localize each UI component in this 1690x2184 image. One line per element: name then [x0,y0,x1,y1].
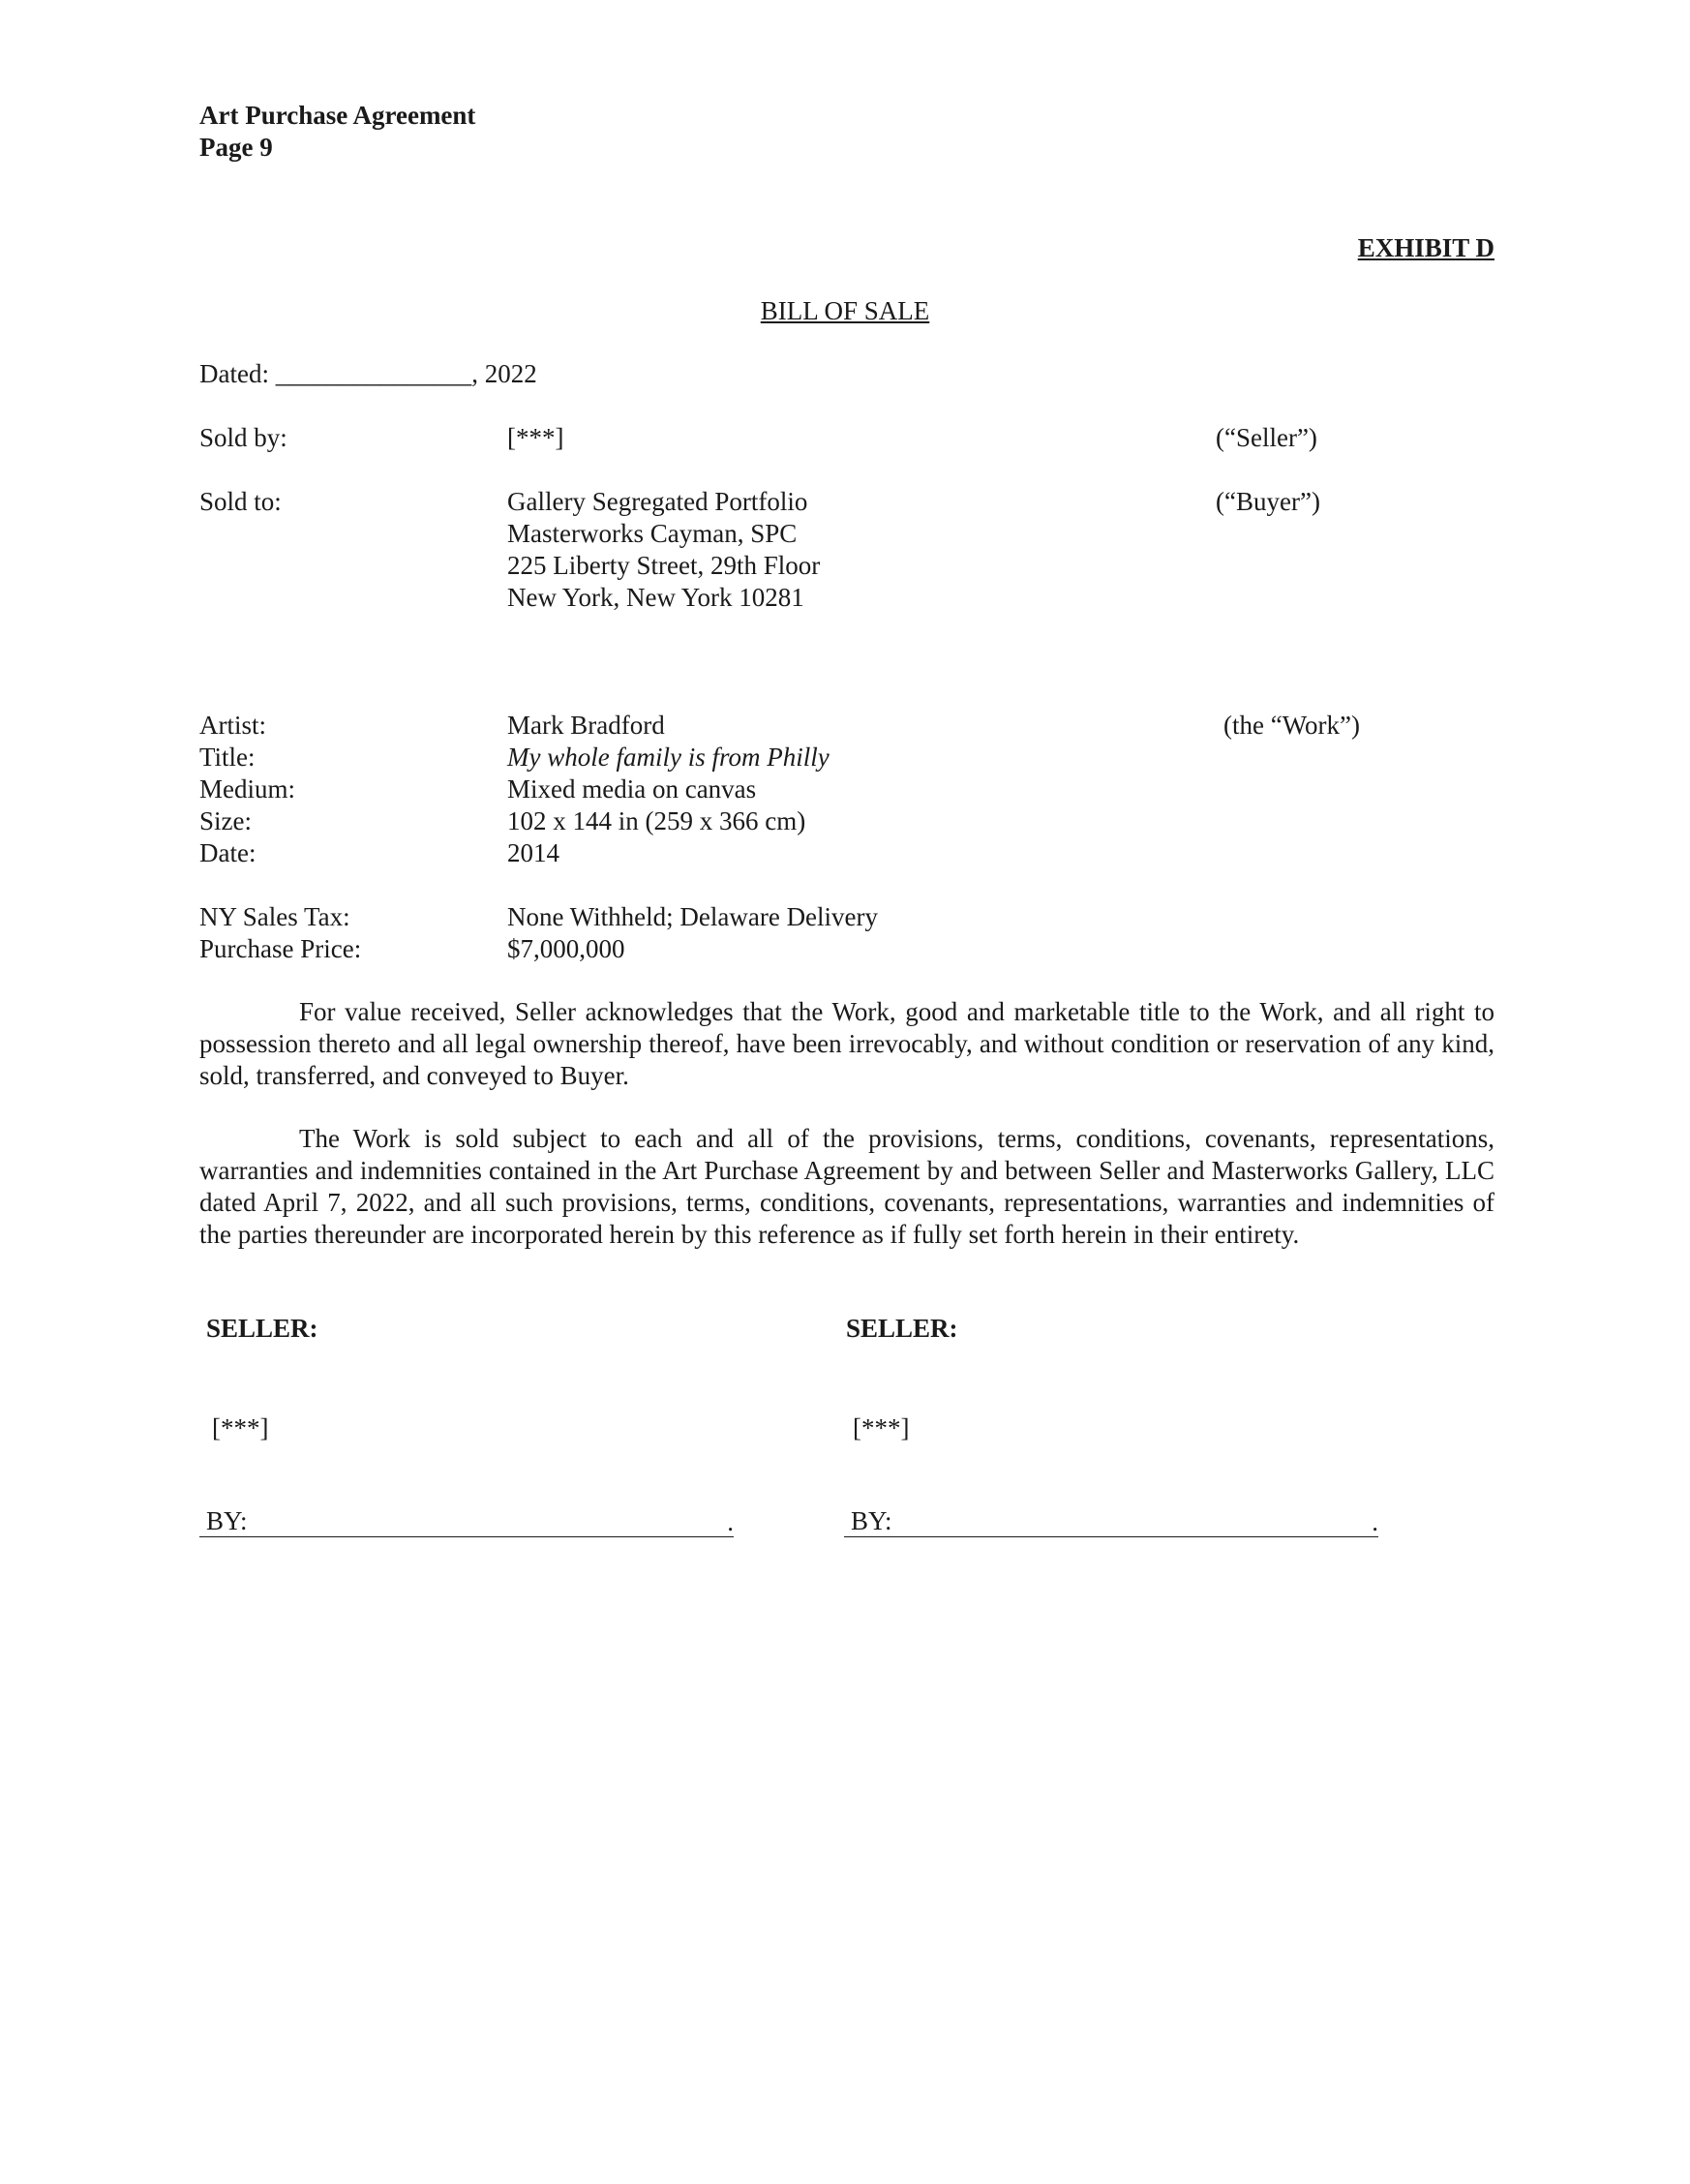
dated-label: Dated: [199,359,269,388]
paragraph-text: For value received, Seller acknowledges that the Work, good and marketable title to the Work, and all right to possession thereto and all legal ownership thereof, have been irrevocably, and without condition or reservation of any kind, sold, transferred, and conveyed to Buyer. [199,997,1494,1090]
dated-year: , 2022 [471,359,537,388]
signature-heading-left: SELLER: [206,1314,318,1343]
sold-to-label: Sold to: [199,487,282,516]
by-label: BY: [851,1506,892,1535]
by-label: BY: [206,1506,248,1535]
signature-party-right: [***] [853,1413,910,1442]
address-line: Masterworks Cayman, SPC [507,519,798,548]
page-number: Page 9 [199,133,273,162]
date-label: Date: [199,838,257,867]
bill-of-sale-title: BILL OF SALE [760,296,930,325]
medium-value: Mixed media on canvas [507,774,757,804]
exhibit-label: EXHIBIT D [1357,233,1494,262]
document-title: Art Purchase Agreement [199,101,476,130]
date-value: 2014 [507,838,559,867]
title-value: My whole family is from Philly [507,743,830,772]
price-label: Purchase Price: [199,934,362,963]
address-line: Gallery Segregated Portfolio [507,487,808,516]
size-label: Size: [199,806,252,835]
artist-label: Artist: [199,711,267,740]
paragraph-text: The Work is sold subject to each and all of the provisions, terms, conditions, covenants, representations, warranties and indemnities contained in the Art Purchase Agreement by and between Seller and Masterworks Gallery, LLC dated April 7, 2022, and all such provisions, terms, conditions, covenants, representations, warranties and indemnities of the parties thereunder are incorporated herein by this reference as if fully set forth herein in their entirety. [199,1124,1494,1249]
dated-line [199,358,537,390]
paragraph-subject-to [199,1123,1494,1251]
tax-label: NY Sales Tax: [199,902,350,931]
signature-party-left: [***] [212,1413,269,1442]
signature-line-right[interactable] [844,1506,1378,1537]
sold-by-value: [***] [507,423,564,452]
dated-blank: _______________ [275,359,472,388]
medium-label: Medium: [199,774,295,804]
artist-value: Mark Bradford [507,711,665,740]
signature-line-left[interactable] [199,1506,734,1537]
tax-value: None Withheld; Delaware Delivery [507,902,879,931]
sold-to-address [507,486,820,614]
title-label: Title: [199,743,256,772]
size-value: 102 x 144 in (259 x 366 cm) [507,806,806,835]
signature-end: . [1372,1507,1378,1536]
work-labels [199,710,295,869]
price-value: $7,000,000 [507,934,625,963]
seller-role: (“Seller”) [1216,423,1317,452]
paragraph-conveyance [199,996,1494,1092]
work-role: (the “Work”) [1223,711,1360,740]
signature-heading-right: SELLER: [846,1314,958,1343]
work-values [507,710,830,869]
address-line: 225 Liberty Street, 29th Floor [507,551,821,580]
buyer-role: (“Buyer”) [1216,487,1320,516]
sold-by-label: Sold by: [199,423,287,452]
signature-end: . [727,1507,734,1536]
address-line: New York, New York 10281 [507,583,804,612]
